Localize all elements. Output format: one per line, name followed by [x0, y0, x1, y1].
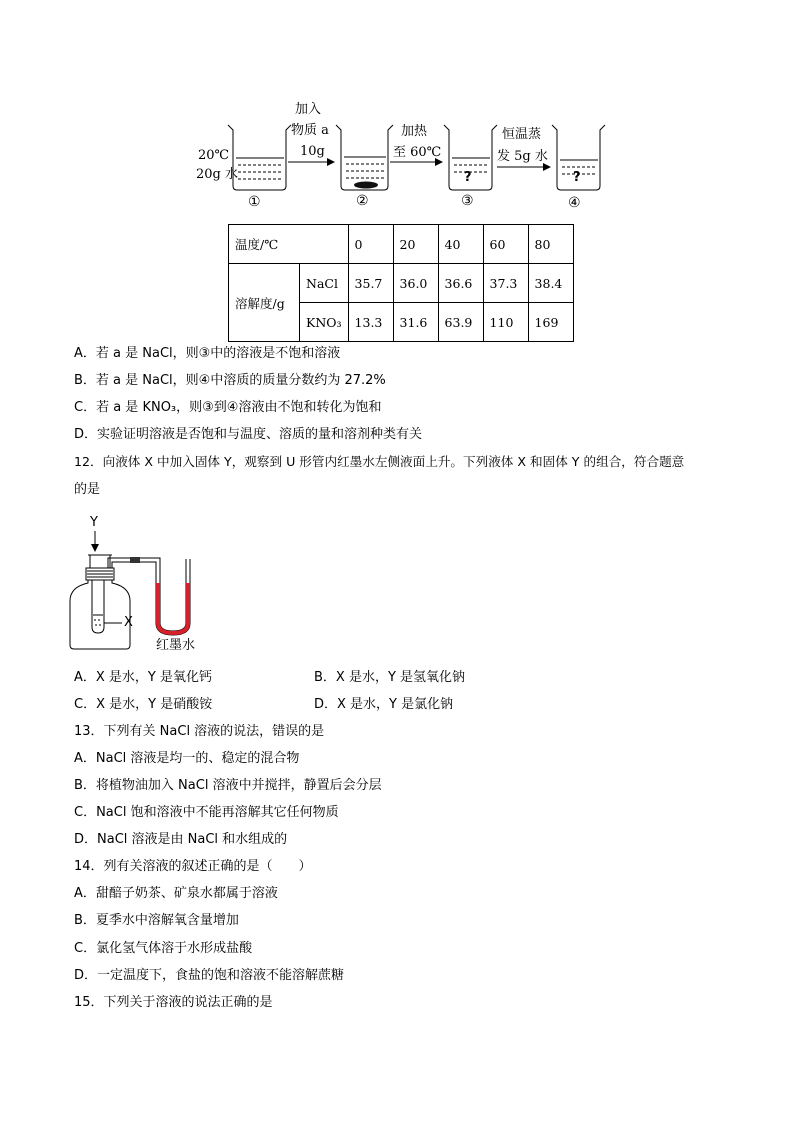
arrow1-label-line3: 10g: [300, 144, 325, 159]
temp-cell: 60: [483, 225, 528, 264]
beaker2-number: ②: [356, 193, 369, 209]
q14-stem: 14．列有关溶液的叙述正确的是（ ）: [74, 859, 312, 874]
table-row: [229, 225, 574, 264]
beaker1-number: ①: [248, 194, 261, 210]
beaker4-number: ④: [568, 195, 581, 211]
temperature-header: 温度/℃: [229, 225, 349, 264]
q12-option-c: C．X 是水，Y 是硝酸铵: [74, 697, 213, 712]
temp-cell: 40: [438, 225, 483, 264]
arrow2-label-line1: 加热: [401, 124, 428, 139]
temp-cell: 20: [393, 225, 438, 264]
q12-stem-line1: 12．向液体 X 中加入固体 Y，观察到 U 形管内红墨水左侧液面上升。下列液体 X 和固体 Y 的组合，符合题意: [74, 454, 685, 469]
value-cell: 63.9: [438, 303, 483, 342]
start-temp-label: 20℃: [198, 148, 230, 163]
q14-option-a: A．甜醅子奶茶、矿泉水都属于溶液: [74, 886, 278, 901]
solubility-header: 溶解度/g: [229, 264, 300, 342]
liquid-x-label: X: [124, 615, 133, 630]
start-water-label: 20g 水: [196, 167, 238, 182]
q12-option-d: D．X 是水，Y 是氯化钠: [314, 697, 454, 712]
substance-cell: NaCl: [300, 264, 349, 303]
value-cell: 13.3: [348, 303, 393, 342]
substance-cell: KNO₃: [300, 303, 349, 342]
q13-option-b: B．将植物油加入 NaCl 溶液中并搅拌，静置后会分层: [74, 778, 382, 793]
q12-option-a: A．X 是水，Y 是氧化钙: [74, 670, 213, 685]
value-cell: 37.3: [483, 264, 528, 303]
temp-cell: 80: [528, 225, 573, 264]
q14-option-d: D．一定温度下，食盐的饱和溶液不能溶解蔗糖: [74, 968, 345, 983]
red-ink-fill: [158, 583, 188, 633]
q11-option-a: A．若 a 是 NaCl，则③中的溶液是不饱和溶液: [74, 346, 341, 361]
q15-stem: 15．下列关于溶液的说法正确的是: [74, 995, 273, 1010]
solubility-table: [228, 224, 574, 342]
q14-option-b: B．夏季水中溶解氧含量增加: [74, 913, 239, 928]
beaker-2: [336, 125, 393, 190]
arrow3-label-line2: 发 5g 水: [497, 149, 548, 164]
beakers-and-arrows: [0, 0, 794, 220]
value-cell: 169: [528, 303, 573, 342]
q13-option-c: C．NaCl 饱和溶液中不能再溶解其它任何物质: [74, 805, 339, 820]
q11-option-b: B．若 a 是 NaCl，则④中溶质的质量分数约为 27.2%: [74, 373, 386, 388]
value-cell: 38.4: [528, 264, 573, 303]
q13-stem: 13．下列有关 NaCl 溶液的说法，错误的是: [74, 724, 325, 739]
beaker3-unknown-mark: ?: [464, 170, 472, 185]
beaker-1: [228, 125, 291, 190]
arrow1-label-line1: 加入: [295, 102, 322, 117]
q11-option-d: D．实验证明溶液是否饱和与温度、溶质的量和溶剂种类有关: [74, 427, 423, 442]
value-cell: 36.0: [393, 264, 438, 303]
q13-option-d: D．NaCl 溶液是由 NaCl 和水组成的: [74, 832, 288, 847]
arrow1-label-line2: 物质 a: [291, 123, 329, 138]
undissolved-solid: [354, 182, 378, 189]
q11-option-c: C．若 a 是 KNO₃，则③到④溶液由不饱和转化为饱和: [74, 400, 382, 415]
flask-utube-drawing: [60, 525, 220, 655]
q14-option-c: C．氯化氢气体溶于水形成盐酸: [74, 941, 253, 956]
q12-stem-line2: 的是: [74, 482, 101, 497]
solid-y-label: Y: [90, 515, 98, 530]
value-cell: 35.7: [348, 264, 393, 303]
beaker4-unknown-mark: ?: [573, 170, 581, 185]
value-cell: 36.6: [438, 264, 483, 303]
arrow2-label-line2: 至 60℃: [393, 145, 442, 160]
q13-option-a: A．NaCl 溶液是均一的、稳定的混合物: [74, 751, 300, 766]
value-cell: 31.6: [393, 303, 438, 342]
temp-cell: 0: [348, 225, 393, 264]
table-row: [229, 264, 574, 303]
arrow3-label-line1: 恒温蒸: [502, 127, 542, 142]
beaker3-number: ③: [461, 193, 474, 209]
red-ink-label: 红墨水: [156, 638, 196, 653]
value-cell: 110: [483, 303, 528, 342]
q12-option-b: B．X 是水，Y 是氢氧化钠: [314, 670, 466, 685]
